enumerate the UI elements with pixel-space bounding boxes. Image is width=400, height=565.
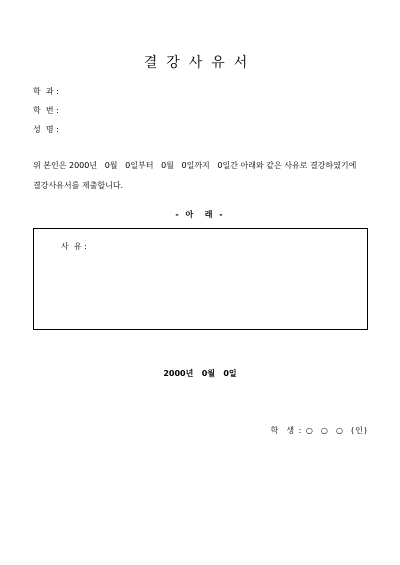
name-field-label: 성 명 :	[33, 125, 59, 134]
student-signature: 학 생 : ○ ○ ○ (인)	[270, 426, 368, 435]
below-heading: - 아 래 -	[175, 210, 225, 219]
statement-line-2: 결강사유서를 제출합니다.	[33, 181, 124, 190]
department-field-label: 학 과 :	[33, 87, 59, 96]
student-id-field-label: 학 번 :	[33, 106, 59, 115]
statement-line-1: 위 본인은 2000년 0월 0일부터 0월 0일까지 0일간 아래와 같은 사유로 결강하였기에	[33, 161, 357, 170]
reason-box	[33, 228, 368, 330]
document-date: 2000년 0월 0일	[163, 369, 237, 378]
document-title: 결강사유서	[143, 55, 257, 71]
reason-label: 사 유 :	[61, 242, 87, 251]
